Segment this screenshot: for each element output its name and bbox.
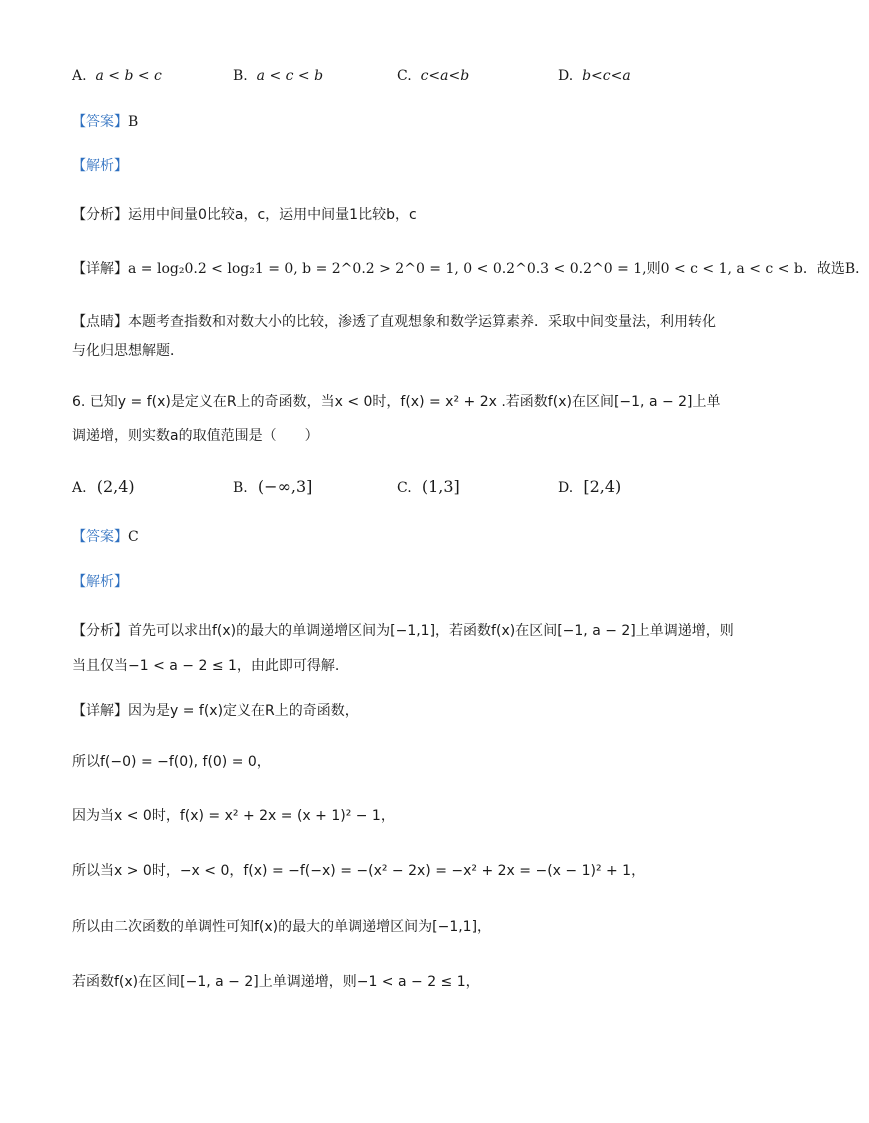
q6-option-b: [233, 477, 312, 498]
q6-stem-line2: [72, 426, 319, 446]
q5-option-c: [397, 66, 469, 86]
q5-dianjing-line2: [72, 341, 184, 361]
q6-detail-line4: [72, 861, 645, 881]
q6-option-d: [558, 477, 621, 498]
option-label: C.: [397, 68, 412, 84]
detail-text: 所以f(−0) = −f(0), f(0) = 0，: [72, 754, 271, 770]
option-label: D.: [558, 68, 574, 84]
q5-fenxi: [72, 205, 417, 225]
q6-detail-line2: [72, 752, 271, 772]
option-text: b<c<a: [582, 68, 631, 84]
q5-dianjing-line1: [72, 312, 716, 332]
q6-stem-line1: [72, 392, 721, 412]
detail-tag: 【详解】: [72, 703, 128, 719]
answer-tag: 【答案】: [72, 114, 128, 130]
dianjing-text: 本题考查指数和对数大小的比较，渗透了直观想象和数学运算素养．采取中间变量法，利用转化: [128, 314, 716, 330]
detail-text: 所以当x > 0时，−x < 0，f(x) = −f(−x) = −(x² − 2x) = −x² + 2x = −(x − 1)² + 1，: [72, 863, 646, 879]
option-text: a < c < b: [256, 68, 324, 84]
q6-detail-line1: [72, 701, 359, 721]
q5-option-b: [233, 66, 323, 86]
option-label: C.: [397, 480, 412, 496]
option-label: B.: [233, 68, 248, 84]
question-stem: 6. 已知y = f(x)是定义在R上的奇函数，当x < 0时，f(x) = x² + 2x .若函数f(x)在区间[−1, a − 2]上单: [72, 394, 721, 410]
q6-detail-line6: [72, 972, 480, 992]
dianjing-text: 与化归思想解题．: [72, 343, 184, 359]
detail-text: 因为当x < 0时，f(x) = x² + 2x = (x + 1)² − 1，: [72, 808, 395, 824]
q5-analysis-heading: [72, 156, 128, 176]
answer-value: B: [128, 114, 139, 130]
q6-fenxi-line2: [72, 656, 339, 676]
question-stem: 调递增，则实数a的取值范围是（ ）: [72, 428, 319, 444]
answer-tag: 【答案】: [72, 529, 128, 545]
q6-detail-line5: [72, 917, 491, 937]
option-label: D.: [558, 480, 574, 496]
q6-fenxi-line1: [72, 621, 734, 641]
dianjing-tag: 【点睛】: [72, 314, 128, 330]
detail-text: 所以由二次函数的单调性可知f(x)的最大的单调递增区间为[−1,1]，: [72, 919, 492, 935]
q6-analysis-heading: [72, 572, 128, 592]
q5-option-d: [558, 66, 631, 86]
analysis-tag: 【解析】: [72, 574, 128, 590]
detail-text: 因为是y = f(x)定义在R上的奇函数，: [128, 703, 359, 719]
detail-text: a = log₂0.2 < log₂1 = 0, b = 2^0.2 > 2^0 = 1, 0 < 0.2^0.3 < 0.2^0 = 1,则0 < c < 1, a < c < b．故选B．: [128, 261, 869, 277]
option-label: B.: [233, 480, 248, 496]
q6-answer: [72, 527, 139, 547]
detail-text: 若函数f(x)在区间[−1, a − 2]上单调递增，则−1 < a − 2 ≤ 1，: [72, 974, 480, 990]
option-text: c<a<b: [420, 68, 470, 84]
option-label: A.: [72, 480, 87, 496]
fenxi-tag: 【分析】: [72, 623, 128, 639]
option-text: (1,3]: [421, 477, 460, 496]
option-label: A.: [72, 68, 87, 84]
fenxi-text: 首先可以求出f(x)的最大的单调递增区间为[−1,1]，若函数f(x)在区间[−1, a − 2]上单调递增，则: [128, 623, 734, 639]
q6-option-a: [72, 477, 135, 498]
option-text: a < b < c: [95, 68, 162, 84]
q6-option-c: [397, 477, 460, 498]
fenxi-text: 当且仅当−1 < a − 2 ≤ 1，由此即可得解.: [72, 658, 340, 674]
option-text: (2,4): [96, 477, 135, 496]
fenxi-tag: 【分析】: [72, 207, 128, 223]
q6-detail-line3: [72, 806, 395, 826]
detail-tag: 【详解】: [72, 261, 128, 277]
q5-detail: [72, 259, 869, 279]
fenxi-text: 运用中间量0比较a，c，运用中间量1比较b，c: [128, 207, 417, 223]
option-text: (−∞,3]: [257, 477, 313, 496]
q5-option-a: [72, 66, 162, 86]
q5-answer: [72, 112, 138, 132]
analysis-tag: 【解析】: [72, 158, 128, 174]
answer-value: C: [128, 529, 139, 545]
option-text: [2,4): [583, 477, 622, 496]
